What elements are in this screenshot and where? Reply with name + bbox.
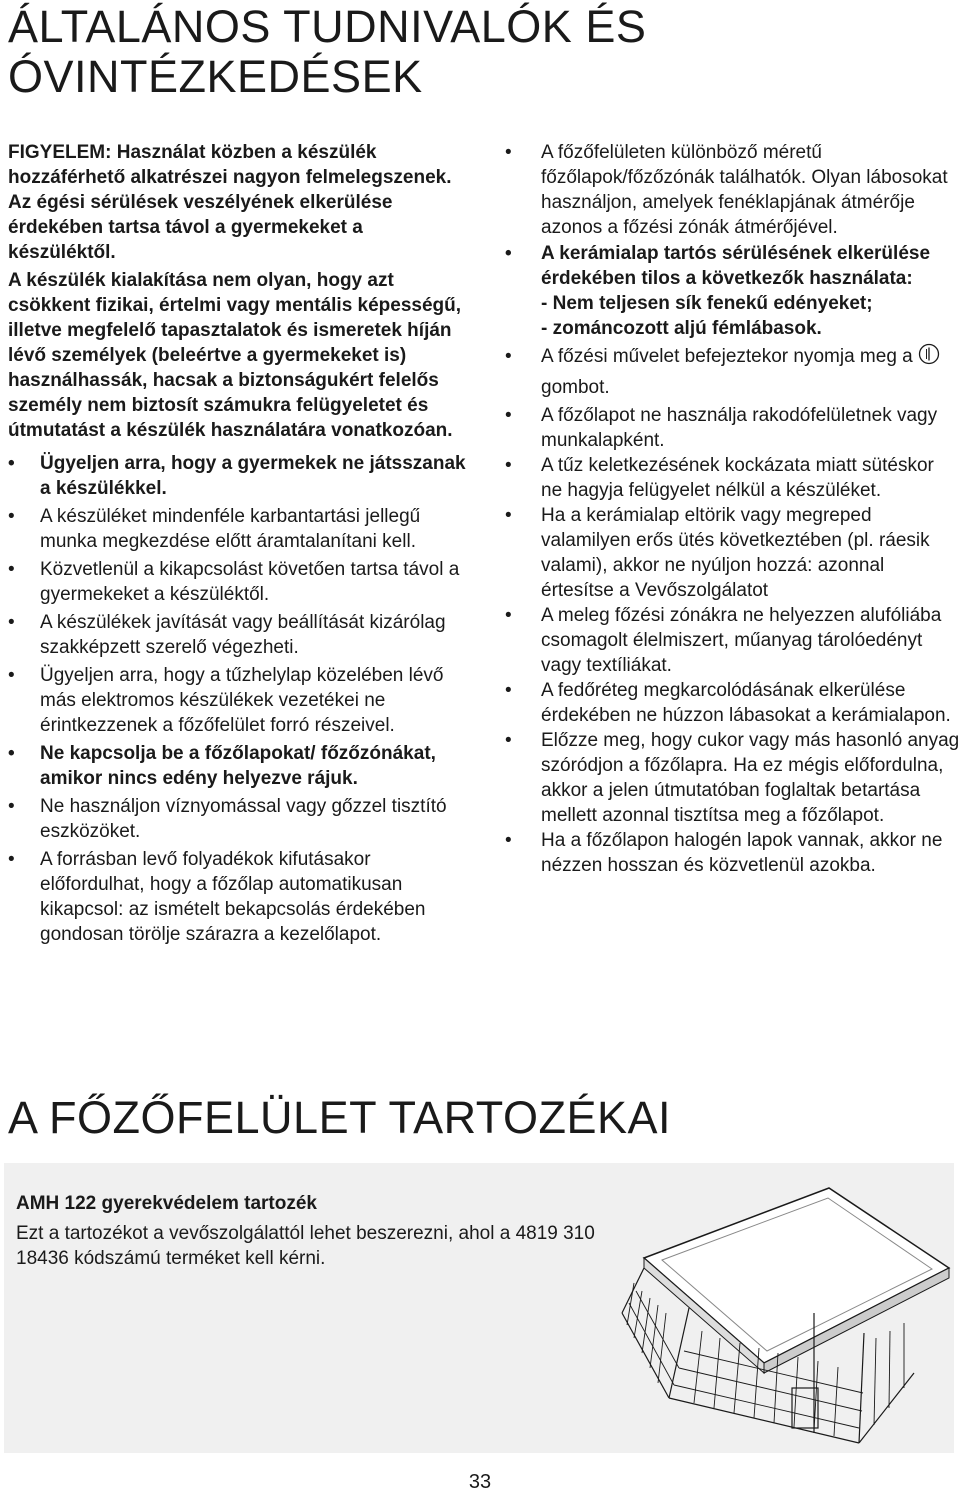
bullet-icon: • xyxy=(505,405,512,426)
bullet-icon: • xyxy=(8,665,15,686)
bullet-icon: • xyxy=(8,849,15,870)
list-item: • A főzőfelületen különböző méretű főzőlapok/főzőzónák találhatók. Olyan lábosokat használjon, amelyek fenéklapjának átmérője azonos a főzési zónák átmérőjével. xyxy=(505,142,948,238)
bullet-icon: • xyxy=(8,559,15,580)
bullet-icon: • xyxy=(8,796,15,817)
list-item: • A főzőlapot ne használja rakodófelületnek vagy munkalapként. xyxy=(505,405,938,451)
list-item: • A készülékek javítását vagy beállítását kizárólag szakképzett szerelő végezheti. xyxy=(8,612,446,658)
power-off-knob-icon xyxy=(918,343,940,365)
page-title: ÁLTALÁNOS TUDNIVALÓK ÉS ÓVINTÉZKEDÉSEK xyxy=(8,1,647,102)
child-guard-basket-illustration xyxy=(614,1163,954,1453)
list-item: • A meleg főzési zónákra ne helyezzen alufóliába csomagolt élelmiszert, műanyag tárolóedényt vagy textíliákat. xyxy=(505,605,942,676)
list-item: • Ügyeljen arra, hogy a gyermekek ne játsszanak a készülékkel. xyxy=(8,453,466,499)
list-item: • Közvetlenül a kikapcsolást követően tartsa távol a gyermekeket a készüléktől. xyxy=(8,559,460,605)
list-item: • A tűz keletkezésének kockázata miatt sütéskor ne hagyja felügyelet nélkül a készüléket. xyxy=(505,455,934,501)
bullet-icon: • xyxy=(8,743,15,764)
bullet-icon: • xyxy=(505,142,512,163)
left-bullet-list xyxy=(8,451,468,947)
warning-text: FIGYELEM: Használat közben a készülék hozzáférhető alkatrészei nagyon felmelegszenek. Az égési sérülések veszélyének elkerülése érdekében tartsa távol a gyermekeket a készüléktől. xyxy=(8,142,452,263)
list-item: • Ha a főzőlapon halogén lapok vannak, akkor ne nézzen hosszan és közvetlenül azokba. xyxy=(505,830,943,876)
list-item: • A főzési művelet befejeztekor nyomja meg a gombot. xyxy=(505,341,960,403)
list-item: • Előzze meg, hogy cukor vagy más hasonló anyag szóródjon a főzőlapra. Ha ez mégis előfordulna, akkor a jelen útmutatóban foglaltak betartása mellett azonnal tisztítsa meg a főzőlapot. xyxy=(505,730,960,826)
bullet-icon: • xyxy=(505,243,512,264)
list-item: • Ne kapcsolja be a főzőlapokat/ főzőzónákat, amikor nincs edény helyezve rájuk. xyxy=(8,743,436,789)
accessory-text: Ezt a tartozékot a vevőszolgálattól lehet beszerezni, ahol a 4819 310 18436 kódszámú terméket kell kérni. xyxy=(16,1223,595,1269)
accessory-box xyxy=(4,1163,954,1453)
bullet-icon: • xyxy=(8,612,15,633)
list-item: • A kerámialap tartós sérülésének elkerülése érdekében tilos a következők használata: - Nem teljesen sík fenekű edényeket; - zománcozott aljú fémlábasok. xyxy=(505,243,931,339)
bullet-icon: • xyxy=(505,680,512,701)
page-number: 33 xyxy=(468,1471,492,1493)
bullet-icon: • xyxy=(505,346,512,367)
section-title-accessories: A FŐZŐFELÜLET TARTOZÉKAI xyxy=(8,1092,672,1143)
right-bullet-list xyxy=(505,140,960,878)
bullet-icon: • xyxy=(8,453,15,474)
bullet-icon: • xyxy=(505,605,512,626)
list-item: • A készüléket mindenféle karbantartási jellegű munka megkezdése előtt áramtalanítani kell. xyxy=(8,506,421,552)
bullet-icon: • xyxy=(505,730,512,751)
accessory-title: AMH 122 gyerekvédelem tartozék xyxy=(16,1193,317,1214)
list-item: • Ha a kerámialap eltörik vagy megreped valamilyen erős ütés következtében (pl. ráesik valami), akkor ne nyúljon hozzá: azonnal értesítse a Vevőszolgálatot xyxy=(505,505,930,601)
bullet-icon: • xyxy=(505,830,512,851)
intro-text: A készülék kialakítása nem olyan, hogy azt csökkent fizikai, értelmi vagy mentális képességű, illetve megfelelő tapasztalatok és ismeretek híján lévő személyek (beleértve a gyermekeket is) használhassák, hacsak a biztonságukért felelős személy nem biztosít számukra felügyeletet és útmutatást a készülék használatára vonatkozóan. xyxy=(8,270,462,441)
bullet-icon: • xyxy=(505,505,512,526)
right-column xyxy=(505,140,960,878)
list-item: • Ne használjon víznyomással vagy gőzzel tisztító eszközöket. xyxy=(8,796,447,842)
list-item: • A fedőréteg megkarcolódásának elkerülése érdekében ne húzzon lábasokat a kerámialapon. xyxy=(505,680,951,726)
bullet-icon: • xyxy=(8,506,15,527)
list-item: • A forrásban levő folyadékok kifutásakor előfordulhat, hogy a főzőlap automatikusan kikapcsol: az ismételt bekapcsolás érdekében gondosan törölje szárazra a kezelőlapot. xyxy=(8,849,426,945)
bullet-icon: • xyxy=(505,455,512,476)
list-item: • Ügyeljen arra, hogy a tűzhelylap közelében lévő más elektromos készülékek vezetékei ne érintkezzenek a főzőfelület forró részeivel. xyxy=(8,665,444,736)
left-column xyxy=(8,140,468,947)
